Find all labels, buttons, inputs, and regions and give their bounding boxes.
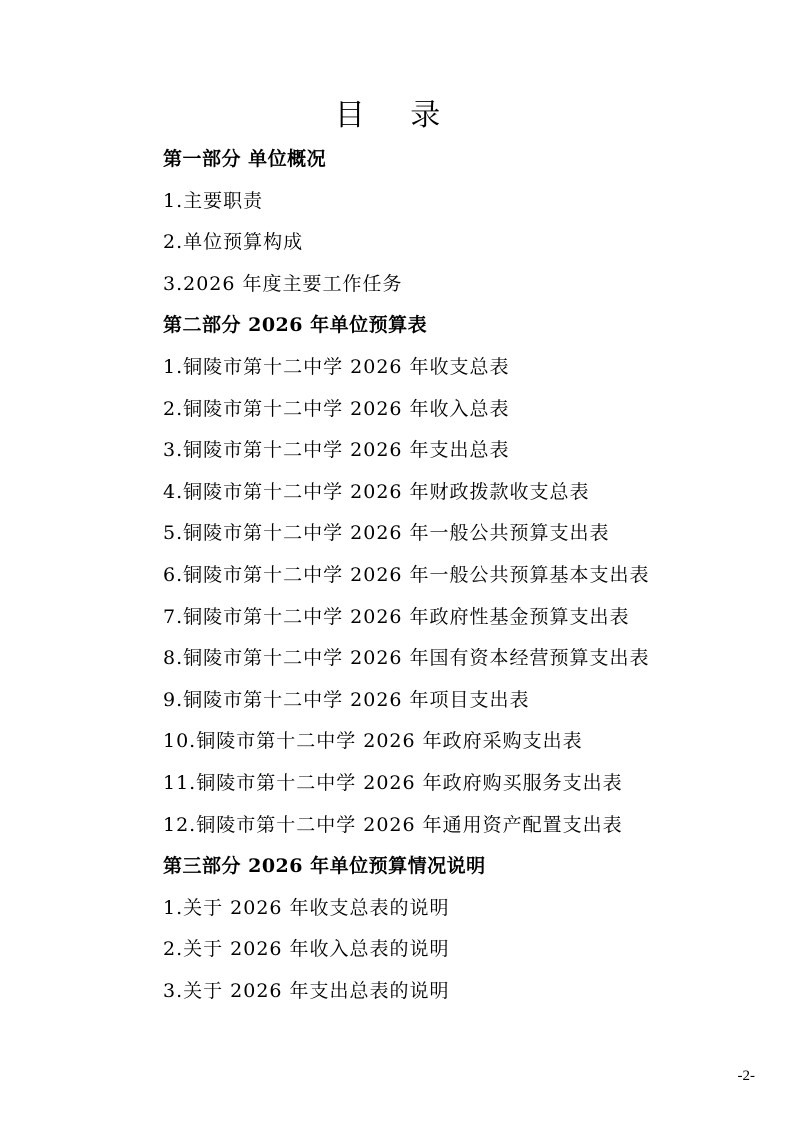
table-of-contents bbox=[163, 139, 763, 1012]
toc-item: 6.铜陵市第十二中学 2026 年一般公共预算基本支出表 bbox=[163, 563, 650, 586]
toc-item: 7.铜陵市第十二中学 2026 年政府性基金预算支出表 bbox=[163, 605, 630, 628]
toc-item: 4.铜陵市第十二中学 2026 年财政拨款收支总表 bbox=[163, 480, 590, 503]
toc-item: 1.关于 2026 年收支总表的说明 bbox=[163, 896, 450, 919]
toc-item: 2.单位预算构成 bbox=[163, 231, 304, 254]
toc-item: 9.铜陵市第十二中学 2026 年项目支出表 bbox=[163, 688, 530, 711]
page-number: -2- bbox=[737, 1068, 755, 1084]
toc-item: 3.关于 2026 年支出总表的说明 bbox=[163, 979, 450, 1002]
page-title: 目 录 bbox=[334, 98, 459, 133]
toc-item: 1.铜陵市第十二中学 2026 年收支总表 bbox=[163, 355, 510, 378]
toc-item: 12.铜陵市第十二中学 2026 年通用资产配置支出表 bbox=[163, 813, 623, 836]
toc-item: 3.铜陵市第十二中学 2026 年支出总表 bbox=[163, 439, 510, 462]
toc-item: 5.铜陵市第十二中学 2026 年一般公共预算支出表 bbox=[163, 522, 610, 545]
toc-item: 1.主要职责 bbox=[163, 189, 264, 212]
toc-item: 2.铜陵市第十二中学 2026 年收入总表 bbox=[163, 397, 510, 420]
toc-item: 10.铜陵市第十二中学 2026 年政府采购支出表 bbox=[163, 730, 583, 753]
toc-item: 11.铜陵市第十二中学 2026 年政府购买服务支出表 bbox=[163, 771, 623, 794]
toc-section-heading: 第三部分 2026 年单位预算情况说明 bbox=[163, 855, 486, 878]
toc-section-heading: 第一部分 单位概况 bbox=[163, 148, 327, 170]
toc-item: 3.2026 年度主要工作任务 bbox=[163, 272, 403, 295]
toc-section-heading: 第二部分 2026 年单位预算表 bbox=[163, 314, 428, 337]
toc-item: 8.铜陵市第十二中学 2026 年国有资本经营预算支出表 bbox=[163, 647, 650, 670]
toc-item: 2.关于 2026 年收入总表的说明 bbox=[163, 938, 450, 961]
